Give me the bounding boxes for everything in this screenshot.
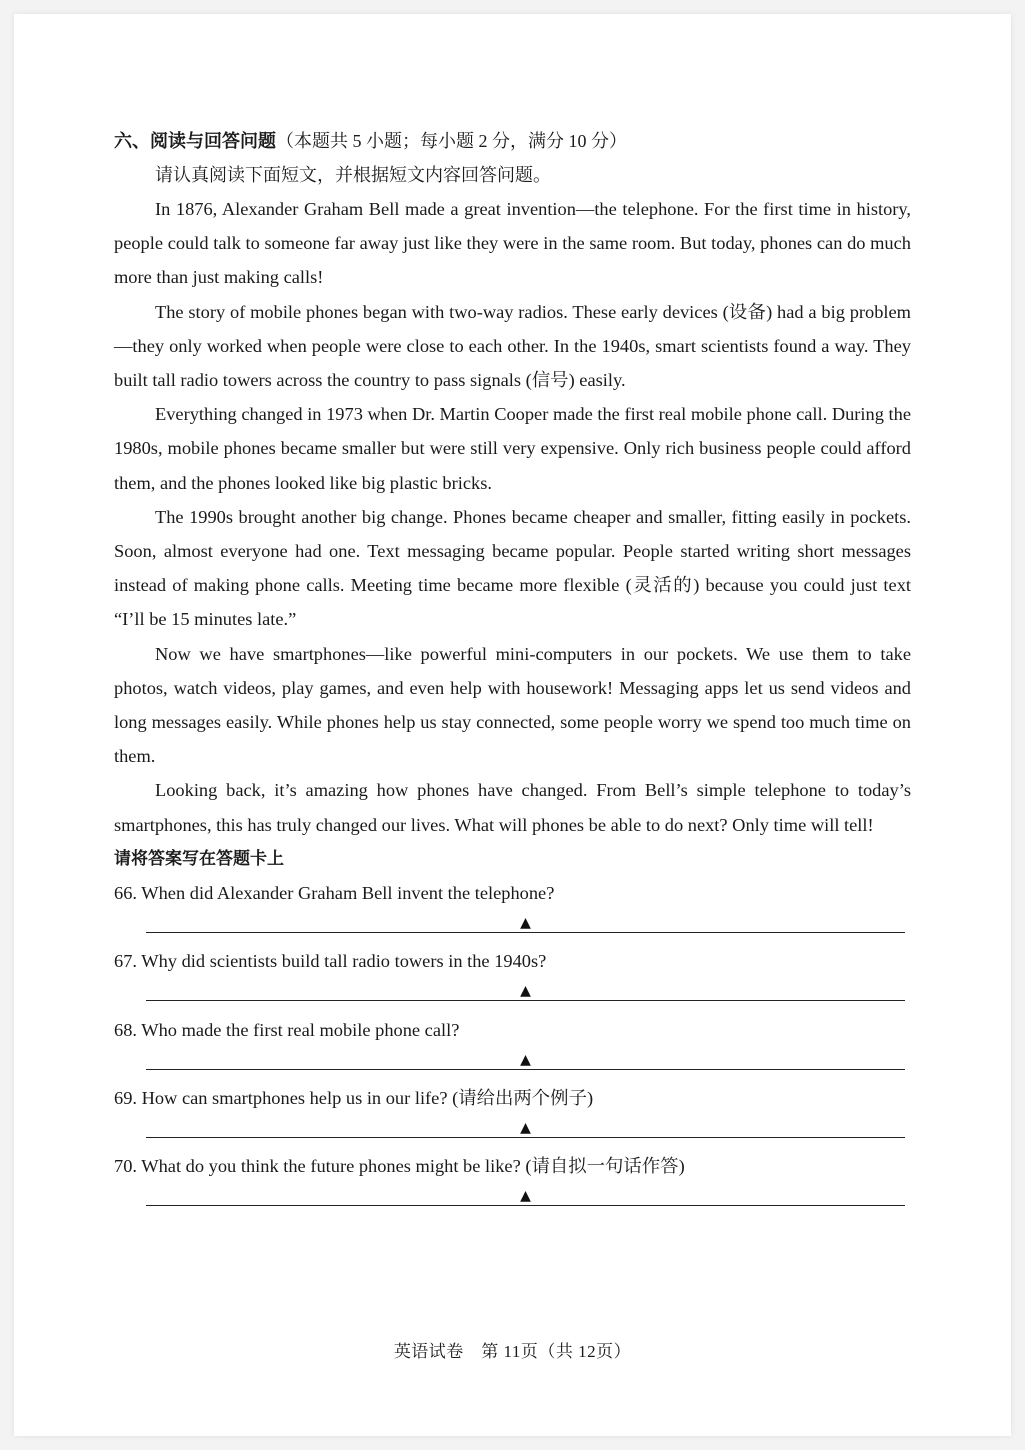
- section-score-note: （本题共 5 小题；每小题 2 分，满分 10 分）: [276, 131, 627, 151]
- question-70: [114, 1149, 911, 1217]
- question-67-text: 67. Why did scientists build tall radio towers in the 1940s?: [114, 951, 547, 972]
- exam-page: [14, 14, 1011, 1436]
- answer-sheet-note: 请将答案写在答题卡上: [114, 848, 284, 869]
- question-70-text: 70. What do you think the future phones might be like? (请自拟一句话作答): [114, 1156, 685, 1177]
- passage-paragraph-5: Now we have smartphones—like powerful mini-computers in our pockets. We use them to take photos, watch videos, play games, and even help with housework! Messaging apps let us send videos and long messages easily. While phones help us stay connected, some people worry we spend too much time on them.: [114, 643, 911, 767]
- passage-paragraph-2: The story of mobile phones began with two-way radios. These early devices (设备) had a big problem—they only worked when people were close to each other. In the 1940s, smart scientists found a way. They built tall radio towers across the country to pass signals (信号) easily.: [114, 301, 911, 391]
- triangle-marker-icon: ▲: [520, 983, 531, 1000]
- section-title: [114, 124, 911, 158]
- answer-line-69[interactable]: [146, 1120, 905, 1138]
- answer-line-66[interactable]: [146, 914, 905, 933]
- passage-paragraph-3: Everything changed in 1973 when Dr. Martin Cooper made the first real mobile phone call. During the 1980s, mobile phones became smaller but were still very expensive. Only rich business people could afford them, and the phones looked like big plastic bricks.: [114, 404, 911, 493]
- question-67: [114, 944, 911, 1012]
- section-heading: 六、阅读与回答问题: [114, 131, 276, 152]
- question-66-text: 66. When did Alexander Graham Bell invent the telephone?: [114, 882, 555, 903]
- question-69: [114, 1081, 911, 1149]
- triangle-marker-icon: ▲: [520, 914, 531, 931]
- question-69-text: 69. How can smartphones help us in our life? (请给出两个例子): [114, 1088, 594, 1109]
- triangle-marker-icon: ▲: [520, 1120, 531, 1137]
- question-66: [114, 876, 911, 944]
- answer-line-70[interactable]: [146, 1188, 905, 1206]
- passage-paragraph-4: The 1990s brought another big change. Phones became cheaper and smaller, fitting easily in pockets. Soon, almost everyone had one. Text messaging became popular. People started writing short messages instead of making phone calls. Meeting time became more flexible (灵活的) because you could just text “I’ll be 15 minutes late.”: [114, 506, 911, 630]
- passage-paragraph-1: In 1876, Alexander Graham Bell made a great invention—the telephone. For the first time in history, people could talk to someone far away just like they were in the same room. But today, phones can do much more than just making calls!: [114, 199, 911, 288]
- page-footer: 英语试卷 第 11页（共 12页）: [393, 1342, 632, 1361]
- triangle-marker-icon: ▲: [520, 1051, 531, 1068]
- answer-line-68[interactable]: [146, 1051, 905, 1070]
- page-content: [114, 124, 911, 1218]
- answer-line-67[interactable]: [146, 983, 905, 1001]
- reading-instruction: 请认真阅读下面短文，并根据短文内容回答问题。: [155, 165, 551, 185]
- question-68-text: 68. Who made the first real mobile phone call?: [114, 1019, 460, 1040]
- question-68: [114, 1013, 911, 1081]
- passage-paragraph-6: Looking back, it’s amazing how phones have changed. From Bell’s simple telephone to today’s smartphones, this has truly changed our lives. What will phones be able to do next? Only time will tell!: [114, 780, 911, 835]
- triangle-marker-icon: ▲: [520, 1188, 531, 1205]
